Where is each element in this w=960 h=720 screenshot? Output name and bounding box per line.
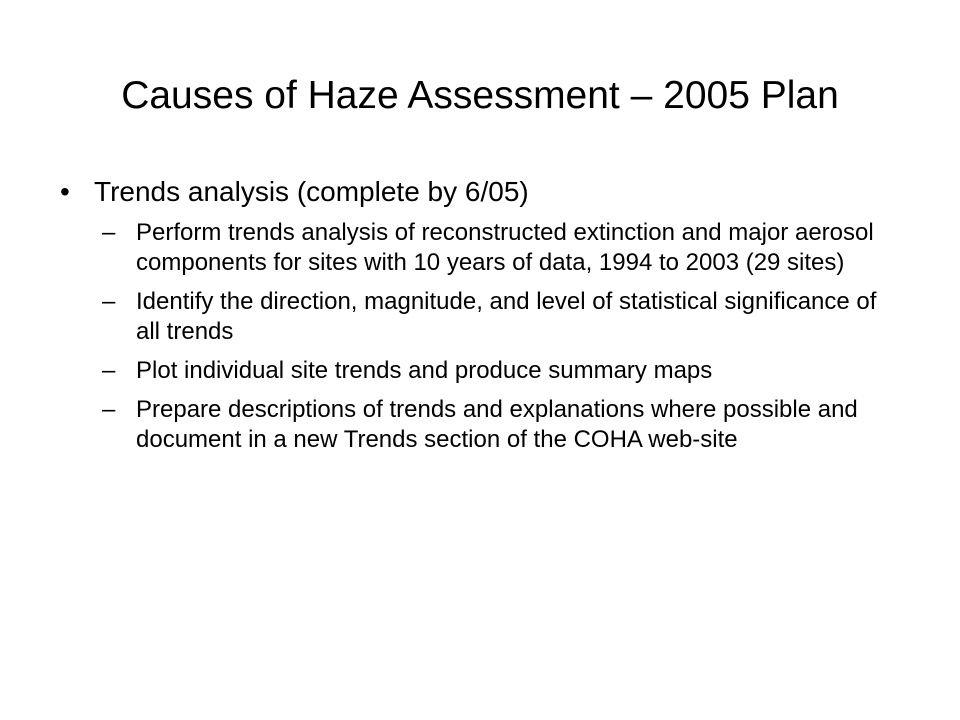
- sub-bullet-marker: –: [102, 357, 116, 384]
- sub-bullet-marker: –: [102, 288, 116, 315]
- sub-bullet-text: Identify the direction, magnitude, and level of statistical significance of all trends: [136, 288, 877, 345]
- sub-bullet-marker: –: [102, 396, 116, 423]
- sub-bullet-item: [102, 218, 910, 278]
- bullet-text: Trends analysis (complete by 6/05): [94, 176, 529, 207]
- sub-bullet-text: Plot individual site trends and produce summary maps: [136, 357, 713, 384]
- bullet-marker: •: [60, 176, 70, 207]
- bullet-item: [60, 172, 910, 212]
- sub-bullet-text: Perform trends analysis of reconstructed extinction and major aerosol components for sites with 10 years of data, 1994 to 2003 (29 sites): [136, 219, 874, 276]
- slide-content: [60, 172, 910, 464]
- sub-bullet-text: Prepare descriptions of trends and explanations where possible and document in a new Trends section of the COHA web-site: [136, 396, 858, 453]
- sub-bullet-list: [102, 218, 910, 455]
- slide-title: Causes of Haze Assessment – 2005 Plan: [121, 74, 839, 117]
- sub-bullet-marker: –: [102, 219, 116, 246]
- sub-bullet-item: [102, 395, 910, 455]
- sub-bullet-item: [102, 287, 910, 347]
- sub-bullet-item: [102, 356, 910, 386]
